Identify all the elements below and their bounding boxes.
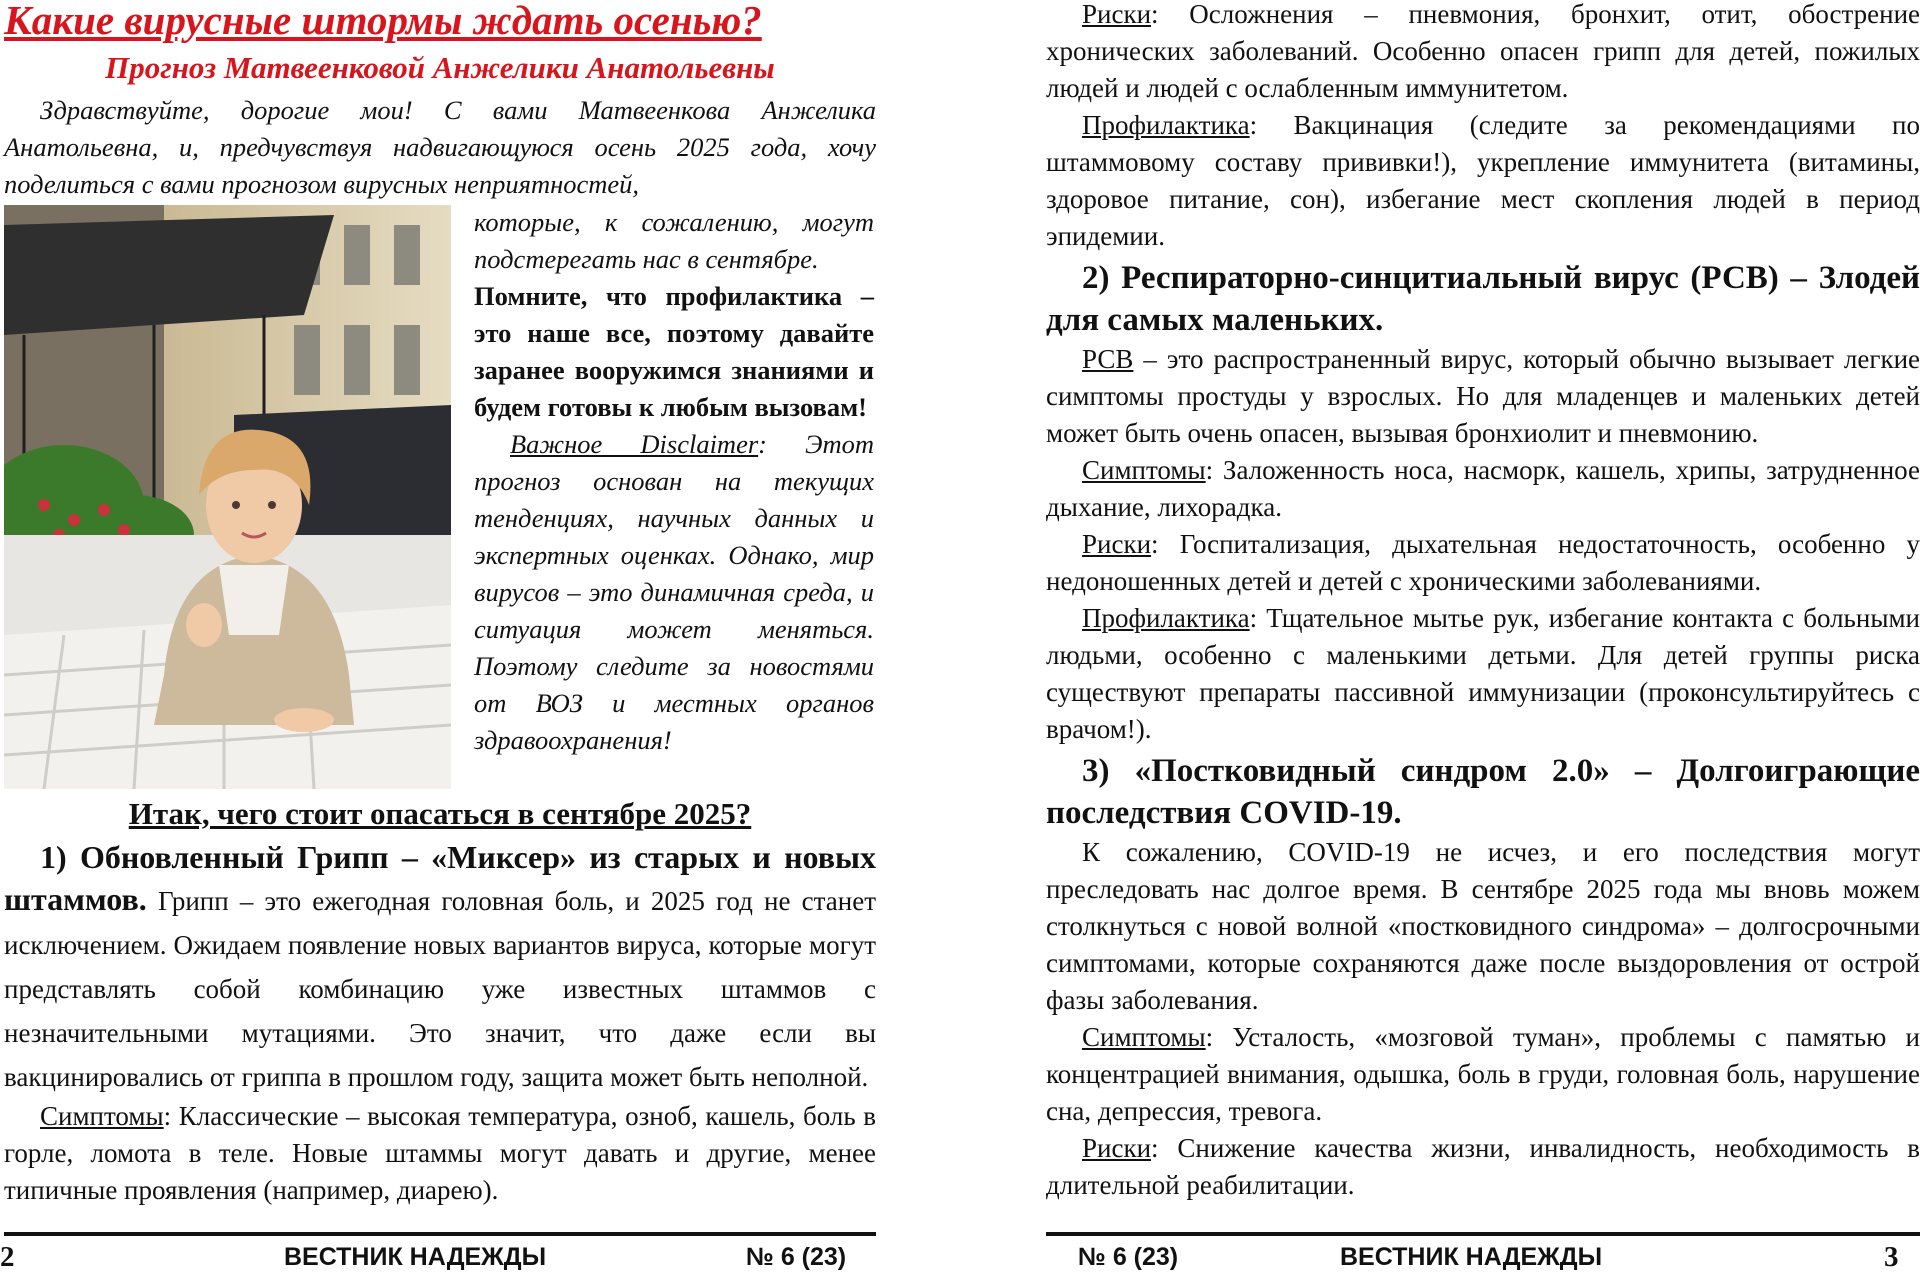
section-question-heading: Итак, чего стоит опасаться в сентябре 2025?	[128, 796, 752, 831]
rsv-symptoms-label: Симптомы	[1082, 455, 1206, 485]
flu-risks-text: : Осложнения – пневмония, бронхит, отит, обострение хронических заболеваний. Особенно опасен грипп для детей, пожилых людей и людей с ослабленным иммунитетом.	[1046, 0, 1920, 103]
right-page-number: 3	[1884, 1241, 1899, 1273]
covid-risks-label: Риски	[1082, 1133, 1152, 1163]
rsv-heading: 2) Респираторно-синцитиальный вирус (РСВ) – Злодей для самых маленьких.	[1046, 260, 1920, 338]
flu-heading: 1) Обновленный Грипп – «Миксер» из старых и новых штаммов.	[4, 839, 876, 917]
prevention-callout: Помните, что профилактика – это наше все, поэтому давайте заранее вооружимся знаниями и будем готовы к любым вызовам!	[474, 281, 874, 422]
disclaimer-text: : Этот прогноз основан на текущих тенденциях, научных данных и экспертных оценках. Однако, мир вирусов – это динамичная среда, и ситуация может меняться. Поэтому следите за новостями от ВОЗ и местных органов здравоохранения!	[474, 429, 874, 755]
covid-symptoms-label: Симптомы	[1082, 1022, 1206, 1052]
flu-symptoms-text: : Классические – высокая температура, озноб, кашель, боль в горле, ломота в теле. Новые штаммы могут давать и другие, менее типичные проявления (например, диарею).	[4, 1101, 876, 1205]
right-page	[1046, 0, 1920, 1274]
flu-text: Грипп – это ежегодная головная боль, и 2025 год не станет исключением. Ожидаем появление новых вариантов вируса, которые могут представлять собой комбинацию уже известных штаммов с незначительными мутациями. Это значит, что даже если вы вакцинировались от гриппа в прошлом году, защита может быть неполной.	[4, 886, 876, 1092]
flu-prevention-label: Профилактика	[1082, 110, 1250, 140]
rsv-risks-text: : Госпитализация, дыхательная недостаточность, особенно у недоношенных детей и детей с хроническими заболеваниями.	[1046, 529, 1920, 596]
intro-side-column	[474, 204, 874, 759]
covid-risks-text: : Снижение качества жизни, инвалидность, необходимость в длительной реабилитации.	[1046, 1133, 1920, 1200]
disclaimer-label: Важное Disclaimer	[510, 429, 759, 459]
covid-risks-paragraph	[1046, 1130, 1920, 1204]
rsv-symptoms-paragraph	[1046, 452, 1920, 526]
rsv-prevention-label: Профилактика	[1082, 603, 1250, 633]
intro-paragraph: Здравствуйте, дорогие мои! С вами Матвеенкова Анжелика Анатольевна, и, предчувствуя надвигающуюся осень 2025 года, хочу поделиться с вами прогнозом вирусных неприятностей,	[4, 95, 876, 199]
flu-risks-paragraph	[1046, 0, 1920, 107]
flu-section	[4, 836, 876, 1209]
left-page	[0, 0, 880, 1274]
flu-risks-label: Риски	[1082, 0, 1152, 29]
rsv-risks-paragraph	[1046, 526, 1920, 600]
flu-prevention-paragraph	[1046, 107, 1920, 255]
flu-symptoms-paragraph	[4, 1098, 876, 1209]
rsv-text: – это распространенный вирус, который обычно вызывает легкие симптомы простуды у взрослых. Но для младенцев и маленьких детей может быть очень опасен, вызывая бронхиолит и пневмонию.	[1046, 344, 1920, 448]
left-issue-number: № 6 (23)	[746, 1243, 847, 1271]
rsv-prevention-text: : Тщательное мытье рук, избегание контакта с больными людьми, особенно с маленькими детьми. Для детей группы риска существуют препараты пассивной иммунизации (проконсультируйтесь с врачом!).	[1046, 603, 1920, 744]
author-photo	[4, 205, 451, 789]
left-journal-name: ВЕСТНИК НАДЕЖДЫ	[284, 1243, 547, 1271]
right-issue-number: № 6 (23)	[1078, 1243, 1179, 1271]
right-page-text	[1046, 0, 1920, 1204]
rsv-symptoms-text: : Заложенность носа, насморк, кашель, хрипы, затрудненное дыхание, лихорадка.	[1046, 455, 1920, 522]
article-title: Какие вирусные штормы ждать осенью?	[4, 0, 762, 43]
article-subtitle: Прогноз Матвеенковой Анжелики Анатольевны	[105, 50, 775, 85]
rsv-prevention-paragraph	[1046, 600, 1920, 748]
right-journal-name: ВЕСТНИК НАДЕЖДЫ	[1340, 1243, 1603, 1271]
covid-heading: 3) «Постковидный синдром 2.0» – Долгоиграющие последствия COVID-19.	[1046, 753, 1920, 831]
covid-symptoms-paragraph	[1046, 1019, 1920, 1130]
flu-paragraph	[4, 836, 876, 1098]
flu-prevention-text: : Вакцинация (следите за рекомендациями по штаммовому составу прививки!), укрепление иммунитета (витамины, здоровое питание, сон), избегание мест скопления людей в период эпидемии.	[1046, 110, 1920, 251]
rsv-risks-label: Риски	[1082, 529, 1152, 559]
footer-rule	[4, 1232, 876, 1236]
covid-symptoms-text: : Усталость, «мозговой туман», проблемы с памятью и концентрацией внимания, одышка, боль в груди, головная боль, нарушение сна, депрессия, тревога.	[1046, 1022, 1920, 1126]
intro-continuation: которые, к сожалению, могут подстерегать нас в сентябре.	[474, 207, 874, 274]
covid-paragraph: К сожалению, COVID-19 не исчез, и его последствия могут преследовать нас долгое время. В сентябре 2025 года мы вновь можем столкнуться с новой волной «постковидного синдрома» – долгосрочными симптомами, которые сохраняются даже после выздоровления от острой фазы заболевания.	[1046, 837, 1920, 1015]
rsv-label: РСВ	[1082, 344, 1134, 374]
disclaimer-paragraph	[474, 426, 874, 759]
left-page-number: 2	[0, 1241, 15, 1273]
footer-rule	[1046, 1232, 1920, 1236]
rsv-paragraph	[1046, 341, 1920, 452]
flu-symptoms-label: Симптомы	[40, 1101, 164, 1131]
